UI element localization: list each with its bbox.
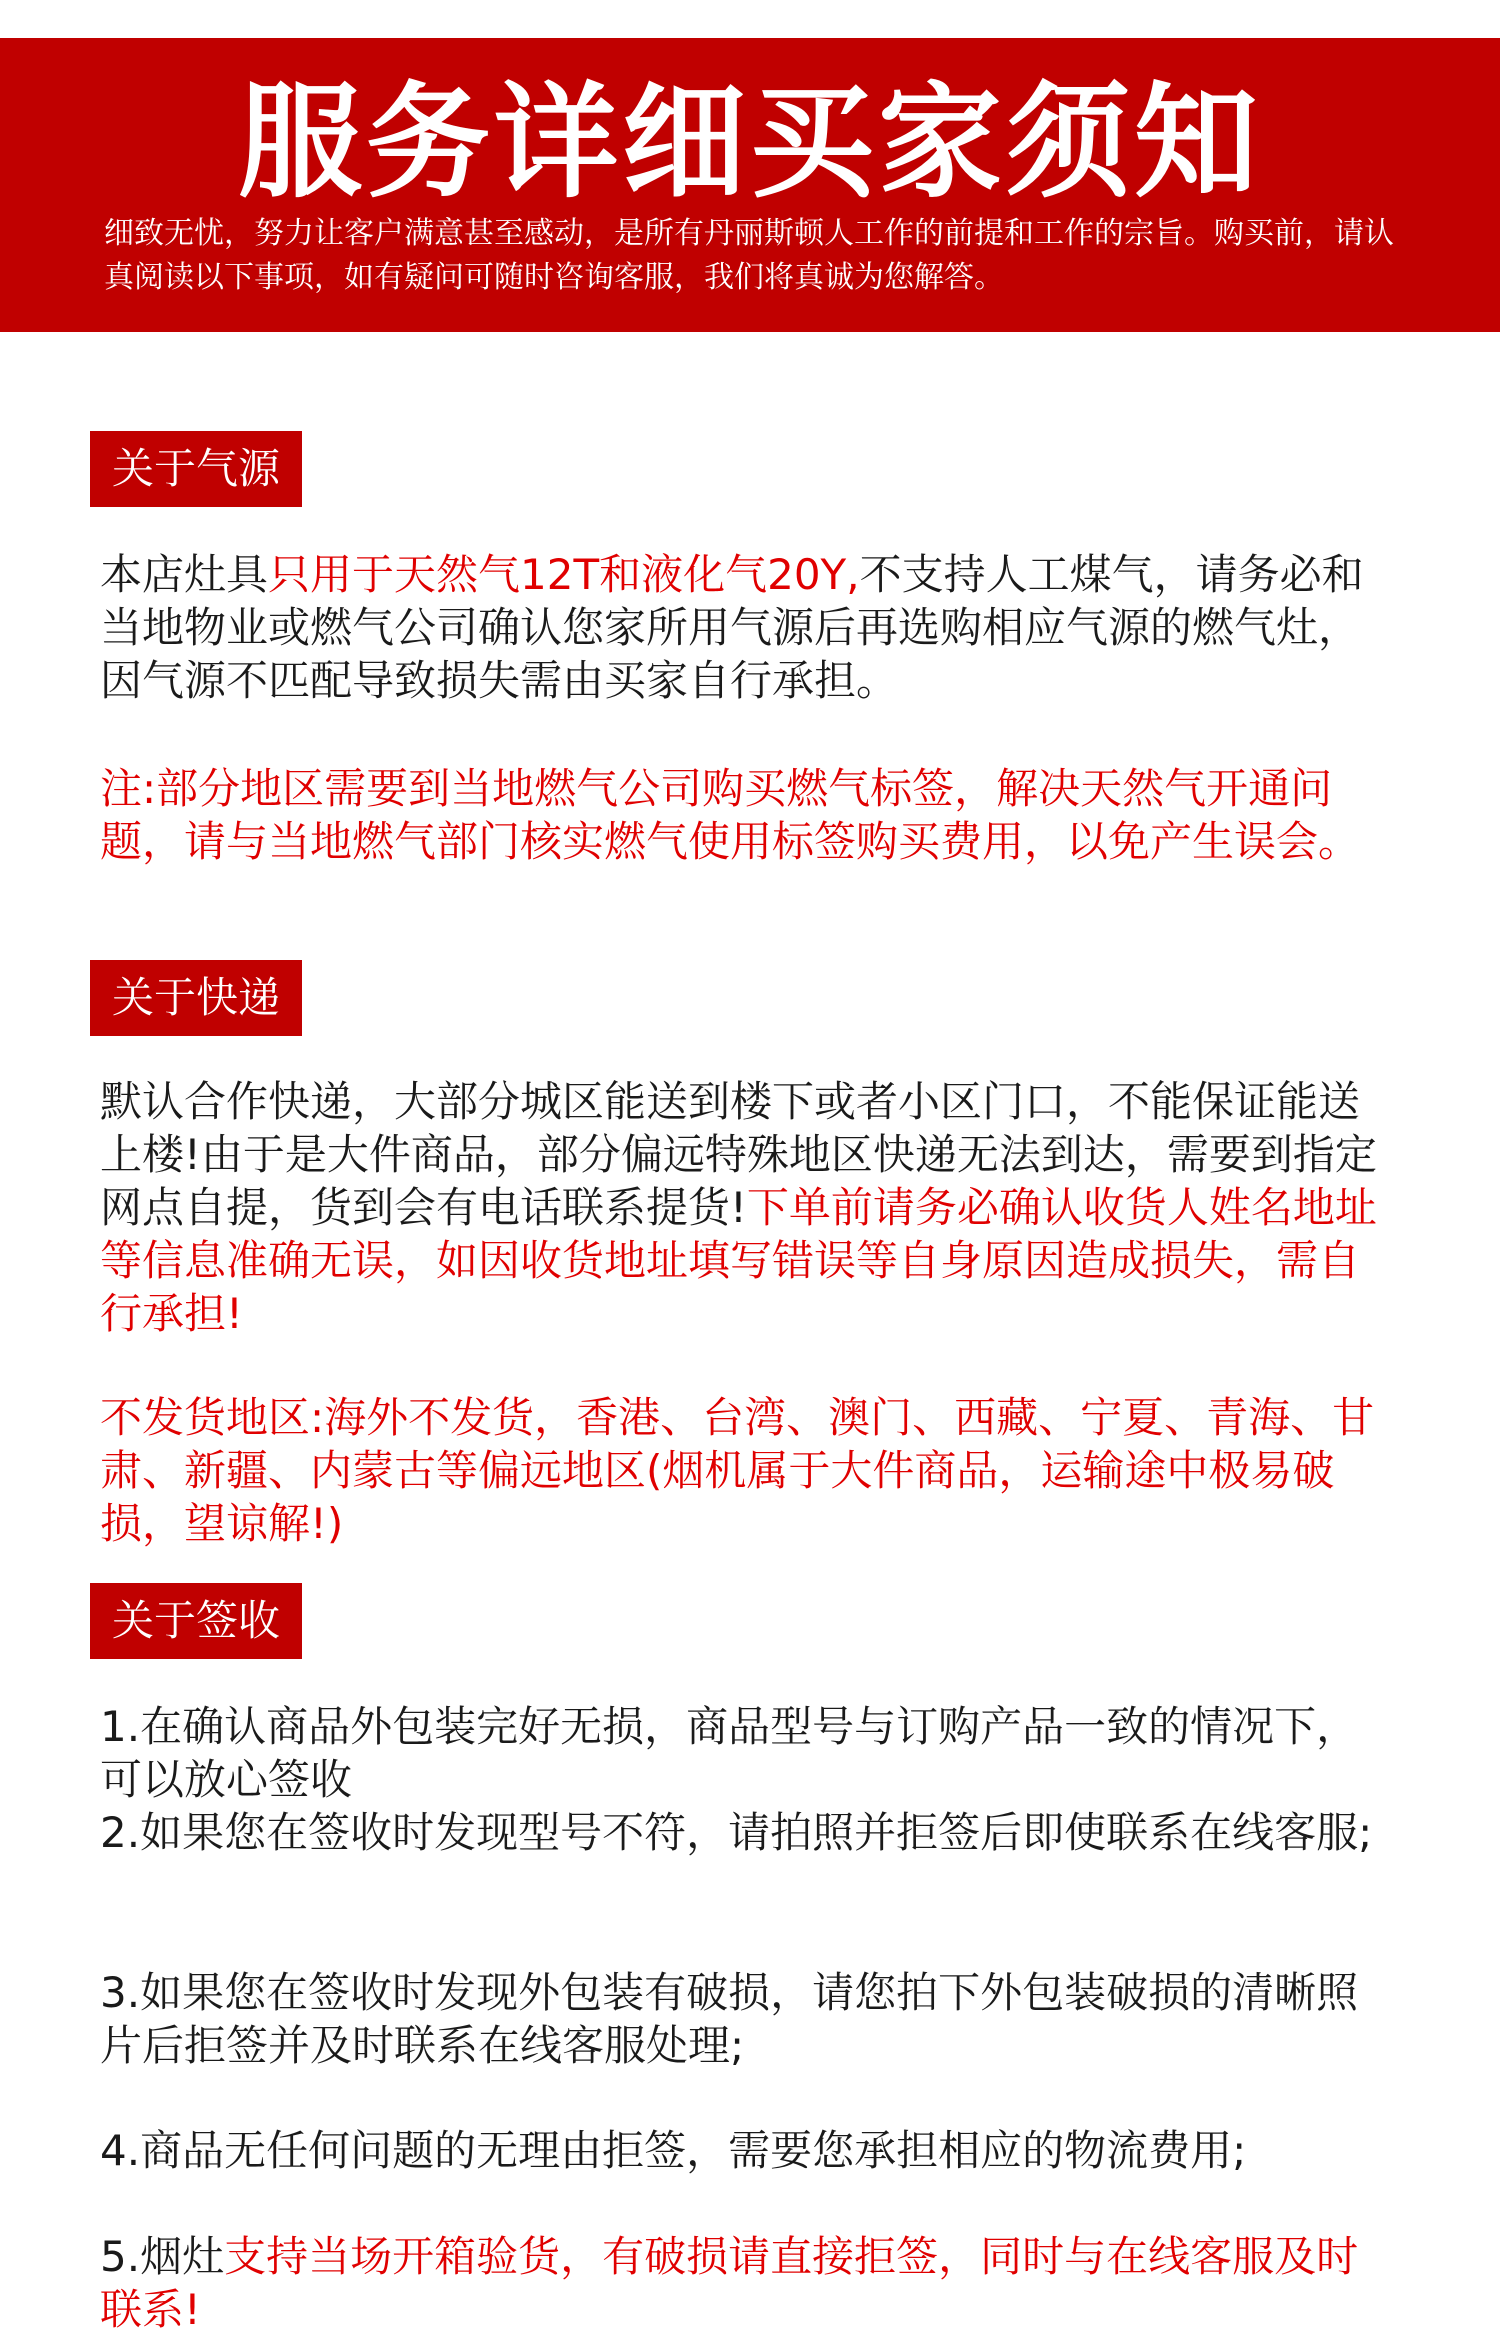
header-banner (0, 38, 1500, 332)
gas-text-end: 不支持人工煤气，请务必和当地物业或燃气公司确认您家所用气源后再选购相应气源的燃气灶，因气源不匹配导致损失需由买家自行承担。 (100, 550, 1364, 705)
delivery-paragraph (100, 1075, 1400, 1340)
gas-text-start: 本店灶具 (100, 550, 269, 599)
delivery-text-highlight: 下单前请务必确认收货人姓名地址等信息准确无误，如因收货地址填写错误等自身原因造成损失，需自行承担! (100, 1183, 1377, 1338)
receipt-item-1: 1.在确认商品外包装完好无损，商品型号与订购产品一致的情况下，可以放心签收 (100, 1702, 1359, 1804)
receipt-item-2: 2.如果您在签收时发现型号不符，请拍照并拒签后即使联系在线客服; (100, 1808, 1373, 1857)
receipt-item-4: 4.商品无任何问题的无理由拒签，需要您承担相应的物流费用; (100, 2126, 1247, 2175)
receipt-item-5 (100, 2230, 1400, 2336)
gas-paragraph (100, 548, 1400, 707)
gas-text-highlight: 只用于天然气12T和液化气20Y, (268, 550, 860, 599)
section-title-receipt: 关于签收 (90, 1583, 302, 1659)
delivery-text: 默认合作快递，大部分城区能送到楼下或者小区门口，不能保证能送上楼!由于是大件商品，部分偏远特殊地区快递无法到达，需要到指定网点自提，货到会有电话联系提货! (100, 1077, 1377, 1232)
receipt-item-3: 3.如果您在签收时发现外包装有破损，请您拍下外包装破损的清晰照片后拒签并及时联系在线客服处理; (100, 1968, 1359, 2070)
receipt-item-5-start: 5.烟灶 (100, 2232, 225, 2281)
section-title-gas: 关于气源 (90, 431, 302, 507)
gas-note: 注:部分地区需要到当地燃气公司购买燃气标签，解决天然气开通问题，请与当地燃气部门核实燃气使用标签购买费用，以免产生误会。 (100, 764, 1361, 866)
no-ship-regions: 不发货地区:海外不发货，香港、台湾、澳门、西藏、宁夏、青海、甘肃、新疆、内蒙古等偏远地区(烟机属于大件商品，运输途中极易破损，望谅解!) (100, 1393, 1375, 1548)
section-title-delivery: 关于快递 (90, 960, 302, 1036)
page-subtitle: 细致无忧，努力让客户满意甚至感动，是所有丹丽斯顿人工作的前提和工作的宗旨。购买前，请认真阅读以下事项，如有疑问可随时咨询客服，我们将真诚为您解答。 (104, 216, 1394, 295)
receipt-item-5-highlight: 支持当场开箱验货，有破损请直接拒签，同时与在线客服及时联系! (100, 2232, 1359, 2334)
page-title: 服务详细买家须知 (237, 71, 1262, 215)
